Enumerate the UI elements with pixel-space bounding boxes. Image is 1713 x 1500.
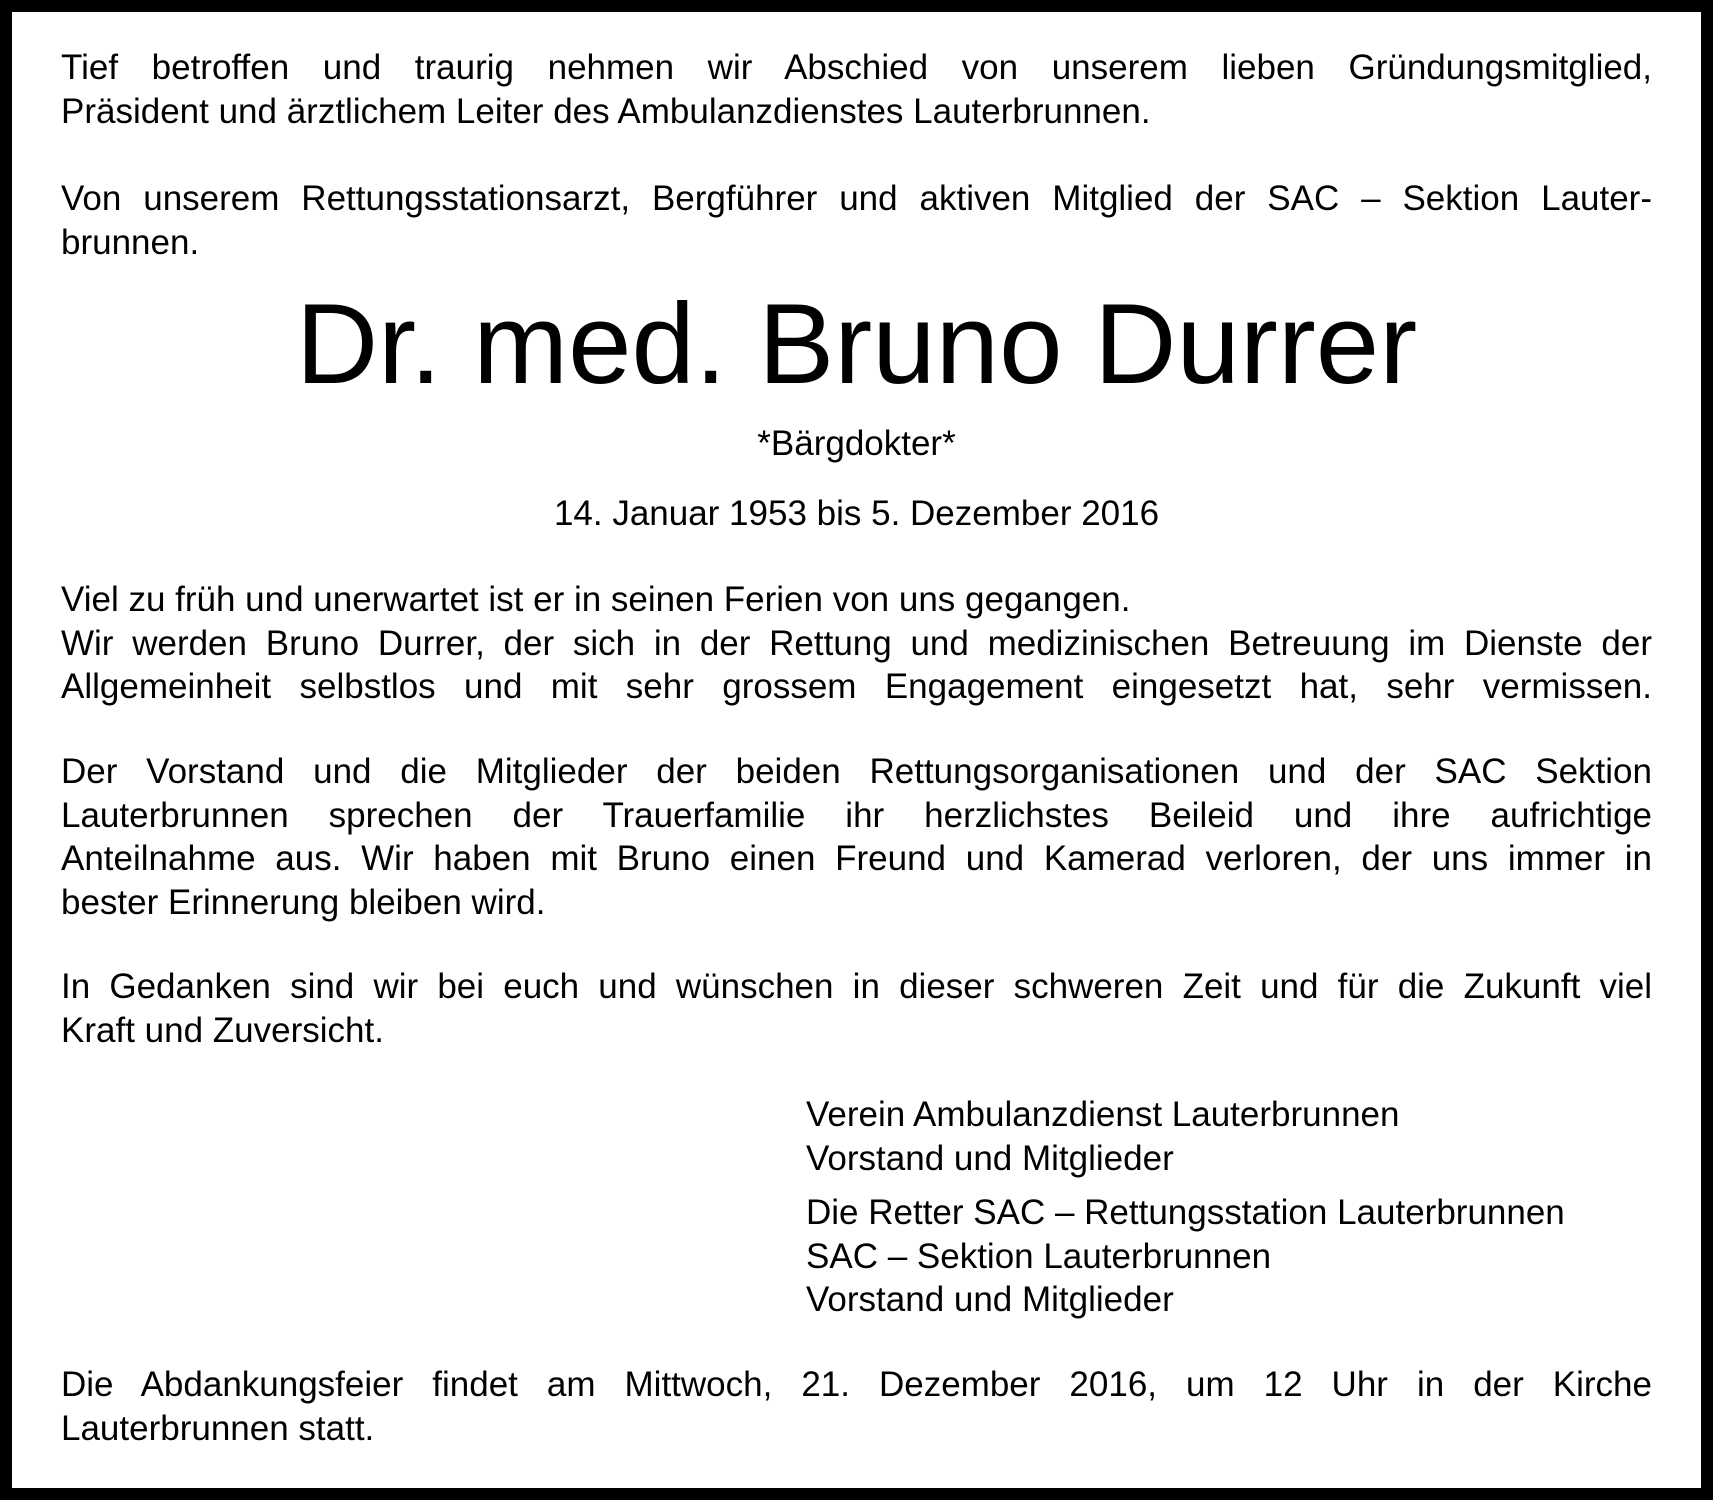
ceremony-notice bbox=[61, 1363, 1652, 1450]
text-line: Wir werden Bruno Durrer, der sich in der Rettung und medizinischen Betreuung im Dienste der bbox=[61, 623, 1652, 663]
text-line: Viel zu früh und unerwartet ist er in seinen Ferien von uns gegangen. bbox=[61, 580, 1131, 619]
body-paragraph-1 bbox=[61, 578, 1652, 709]
text-line: Die Retter SAC – Rettungsstation Lauterbrunnen bbox=[806, 1193, 1565, 1232]
text-line: Präsident und ärztlichem Leiter des Ambulanzdienstes Lauterbrunnen. bbox=[61, 91, 1151, 131]
intro-paragraph-2 bbox=[61, 177, 1652, 264]
text-line: Die Abdankungsfeier findet am Mittwoch, 21. Dezember 2016, um 12 Uhr in der Kirche bbox=[61, 1365, 1652, 1404]
text-line: Der Vorstand und die Mitglieder der beiden Rettungsorganisationen und der SAC Sektion bbox=[61, 752, 1652, 791]
text-line: Lauterbrunnen sprechen der Trauerfamilie ihr herzlichstes Beileid und ihre aufrichtige bbox=[61, 795, 1652, 835]
text-line: In Gedanken sind wir bei euch und wünschen in dieser schweren Zeit und für die Zukunft viel bbox=[61, 967, 1652, 1006]
signature-sac bbox=[806, 1191, 1656, 1322]
text-line: SAC – Sektion Lauterbrunnen bbox=[806, 1236, 1272, 1276]
text-line: Von unserem Rettungsstationsarzt, Bergführer und aktiven Mitglied der SAC – Sektion Lauter- bbox=[61, 179, 1652, 218]
text-line: Kraft und Zuversicht. bbox=[61, 1010, 384, 1050]
deceased-name: Dr. med. Bruno Durrer bbox=[295, 281, 1418, 408]
text-line: Anteilnahme aus. Wir haben mit Bruno einen Freund und Kamerad verloren, der uns immer in bbox=[61, 839, 1652, 878]
text-line: brunnen. bbox=[61, 222, 200, 262]
text-line: Vorstand und Mitglieder bbox=[806, 1138, 1174, 1178]
text-line: Verein Ambulanzdienst Lauterbrunnen bbox=[806, 1095, 1400, 1134]
text-line: Tief betroffen und traurig nehmen wir Abschied von unserem lieben Gründungsmitglied, bbox=[61, 48, 1652, 87]
text-line: Lauterbrunnen statt. bbox=[61, 1408, 375, 1448]
body-paragraph-3 bbox=[61, 965, 1652, 1052]
nickname: *Bärgdokter* bbox=[757, 424, 956, 463]
text-line: Vorstand und Mitglieder bbox=[806, 1280, 1174, 1319]
body-paragraph-2 bbox=[61, 750, 1652, 924]
text-line: Allgemeinheit selbstlos und mit sehr grossem Engagement eingesetzt hat, sehr vermissen. bbox=[61, 667, 1652, 706]
intro-paragraph-1 bbox=[61, 46, 1652, 133]
text-line: bester Erinnerung bleiben wird. bbox=[61, 882, 546, 922]
signature-ambulanzdienst bbox=[806, 1093, 1656, 1180]
life-dates: 14. Januar 1953 bis 5. Dezember 2016 bbox=[553, 494, 1160, 533]
